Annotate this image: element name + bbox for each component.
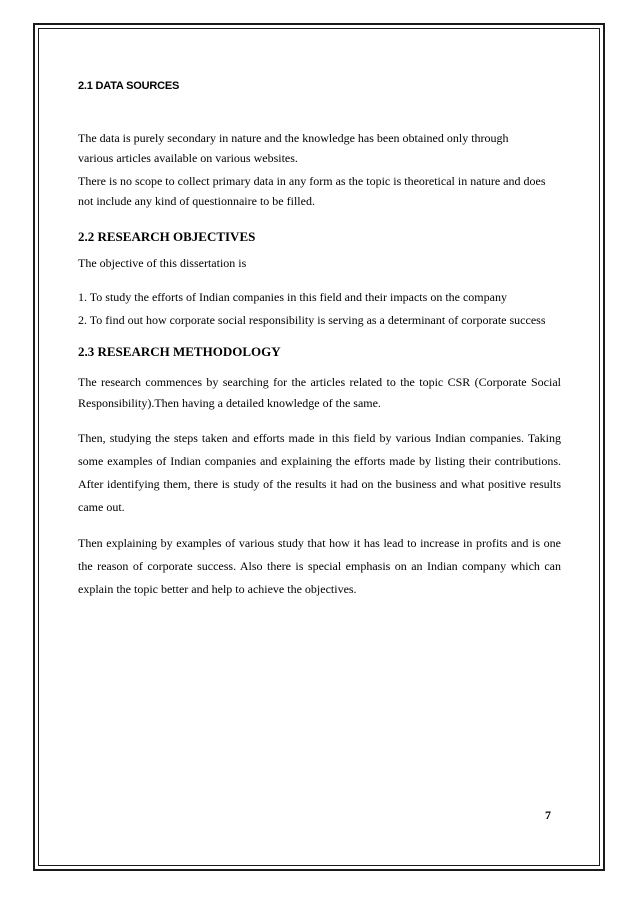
objective-item-1: 1. To study the efforts of Indian companies in this field and their impacts on the company: [78, 290, 507, 304]
objective-item-2: 2. To find out how corporate social responsibility is serving as a determinant of corporate success: [78, 313, 546, 327]
data-sources-paragraph-1: The data is purely secondary in nature and the knowledge has been obtained only through various articles available on various websites.: [78, 131, 509, 165]
methodology-paragraph-1: The research commences by searching for the articles related to the topic CSR (Corporate Social Responsibility).Then having a detailed knowledge of the same.: [78, 375, 561, 410]
methodology-paragraph-3: Then explaining by examples of various study that how it has lead to increase in profits and is one the reason of corporate success. Also there is special emphasis on an Indian company which can explain the topic better and help to achieve the objectives.: [78, 536, 561, 596]
heading-research-methodology: 2.3 RESEARCH METHODOLOGY: [78, 344, 281, 359]
document-body: [78, 80, 561, 601]
heading-research-objectives: 2.2 RESEARCH OBJECTIVES: [78, 229, 256, 244]
data-sources-paragraph-2: There is no scope to collect primary data in any form as the topic is theoretical in nature and does not include any kind of questionnaire to be filled.: [78, 174, 546, 208]
objectives-intro: The objective of this dissertation is: [78, 256, 247, 270]
heading-data-sources: 2.1 DATA SOURCES: [78, 80, 180, 92]
page-number: 7: [545, 808, 551, 822]
methodology-paragraph-2: Then, studying the steps taken and efforts made in this field by various Indian companies. Taking some examples of Indian companies and explaining the efforts made by listing their contributions. After identifying them, there is study of the results it had on the business and what positive results came out.: [78, 431, 561, 514]
